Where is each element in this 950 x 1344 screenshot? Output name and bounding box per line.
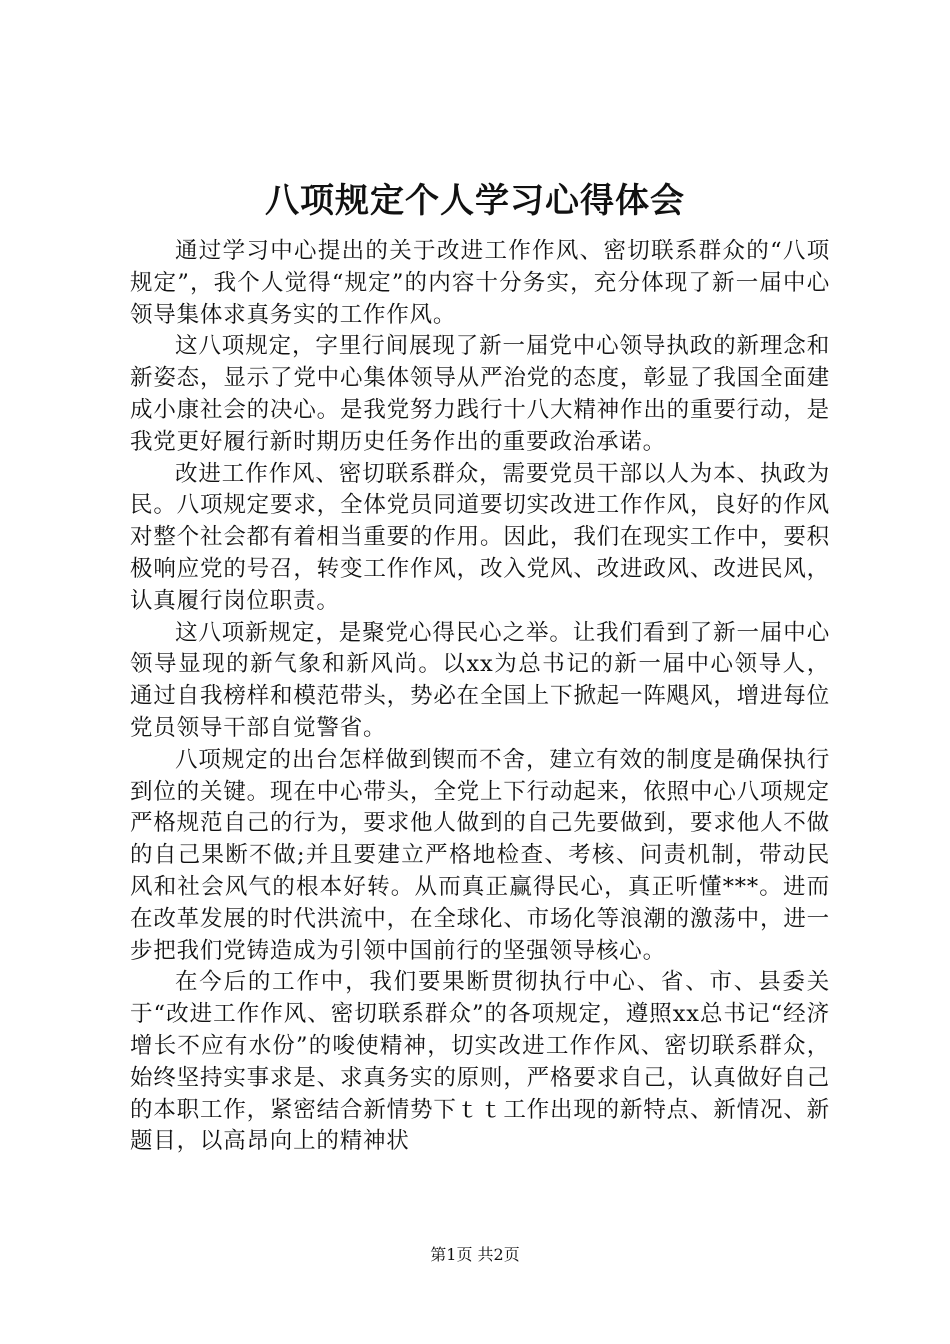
page-number-footer: 第1页 共2页 (430, 1245, 520, 1264)
paragraph-1: 通过学习中心提出的关于改进工作作风、密切联系群众的“八项规定”，我个人觉得“规定”的内容十分务实，充分体现了新一届中心领导集体求真务实的工作作风。 (130, 238, 830, 328)
paragraph-4: 这八项新规定，是聚党心得民心之举。让我们看到了新一届中心领导显现的新气象和新风尚。以xx为总书记的新一届中心领导人，通过自我榜样和模范带头，势必在全国上下掀起一阵飓风，增进每位党员领导干部自觉警省。 (130, 619, 830, 741)
paragraph-2: 这八项规定，字里行间展现了新一届党中心领导执政的新理念和新姿态，显示了党中心集体领导从严治党的态度，彰显了我国全面建成小康社会的决心。是我党努力践行十八大精神作出的重要行动，是我党更好履行新时期历史任务作出的重要政治承诺。 (130, 333, 830, 455)
paragraph-3: 改进工作作风、密切联系群众，需要党员干部以人为本、执政为民。八项规定要求，全体党员同道要切实改进工作作风，良好的作风对整个社会都有着相当重要的作用。因此，我们在现实工作中，要积极响应党的号召，转变工作作风，改入党风、改进政风、改进民风，认真履行岗位职责。 (130, 460, 830, 614)
paragraph-6: 在今后的工作中，我们要果断贯彻执行中心、省、市、县委关于“改进工作作风、密切联系群众”的各项规定，遵照xx总书记“经济增长不应有水份”的唆使精神，切实改进工作作风、密切联系群众，始终坚持实事求是、求真务实的原则，严格要求自己，认真做好自己的本职工作，紧密结合新情势下ｔｔ工作出现的新特点、新情况、新题目，以高昂向上的精神状 (130, 969, 830, 1155)
document-title: 八项规定个人学习心得体会 (265, 181, 685, 221)
document-body (130, 236, 830, 1158)
paragraph-5: 八项规定的出台怎样做到锲而不舍，建立有效的制度是确保执行到位的关键。现在中心带头，全党上下行动起来，依照中心八项规定严格规范自己的行为，要求他人做到的自己先要做到，要求他人不做的自己果断不做;并且要建立严格地检查、考核、问责机制，带动民风和社会风气的根本好转。从而真正赢得民心，真正听懂***。进而在改革发展的时代洪流中，在全球化、市场化等浪潮的激荡中，进一步把我们党铸造成为引领中国前行的坚强领导核心。 (130, 746, 830, 964)
